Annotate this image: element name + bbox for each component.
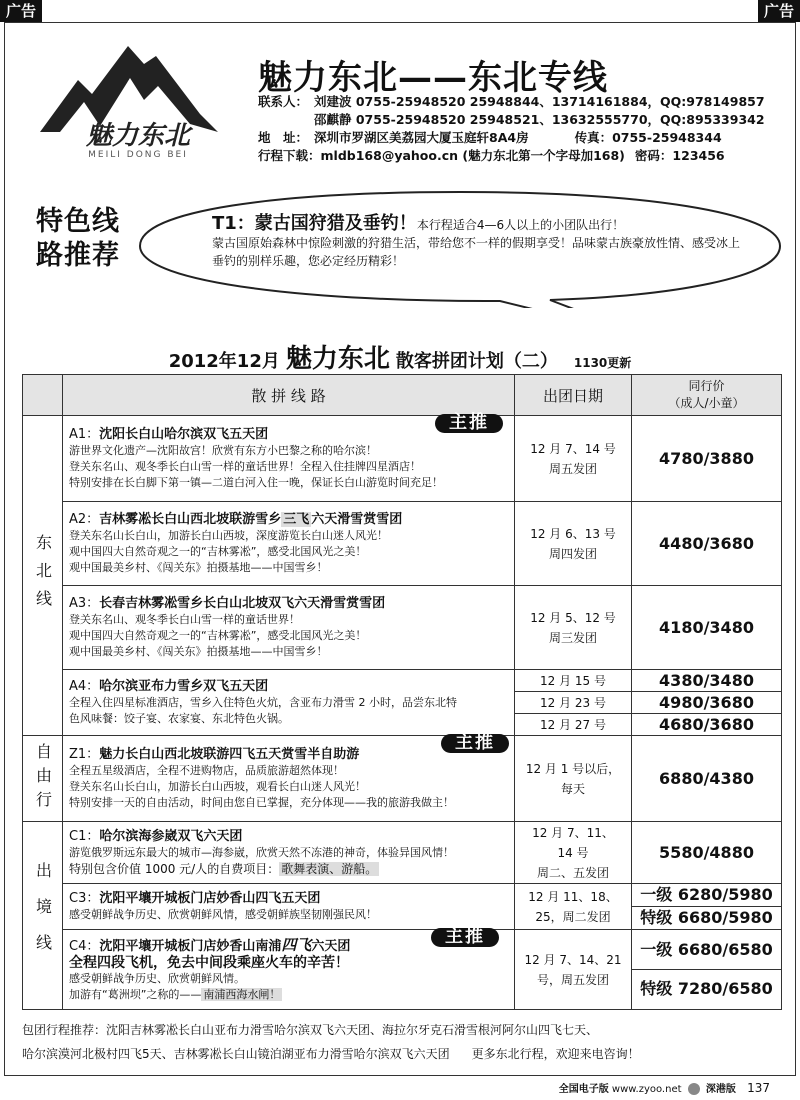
featured-stamp: 主推 xyxy=(431,928,499,947)
page-footer xyxy=(559,1080,770,1095)
logo-text: 魅力东北 xyxy=(85,121,191,151)
date-a4-3: 12 月 27 号 xyxy=(515,714,632,736)
category-northeast: 东北线 xyxy=(23,416,63,736)
date-a3: 12 月 5、12 号 周三发团 xyxy=(515,586,632,670)
rec-more: 更多东北行程，欢迎来电咨询！ xyxy=(471,1047,640,1061)
site-url[interactable]: www.zyoo.net xyxy=(611,1084,682,1095)
plan-brand: 魅力东北 xyxy=(285,344,390,374)
header-date: 出团日期 xyxy=(515,375,632,416)
featured-stamp: 主推 xyxy=(441,734,509,753)
table-row-a4-1 xyxy=(23,670,782,692)
price-a4-1: 4380/3480 xyxy=(632,670,782,692)
brand-logo xyxy=(40,40,240,160)
fax-value: 0755-25948344 xyxy=(612,130,722,145)
category-free: 自由行 xyxy=(23,736,63,822)
feature-note: 本行程适合4—6人以上的小团队出行！ xyxy=(416,218,625,232)
feature-label xyxy=(36,205,120,273)
logo-pinyin: MEILI DONG BEI xyxy=(88,150,188,160)
route-a1-title: 沈阳长白山哈尔滨双飞五天团 xyxy=(99,426,269,442)
table-row-a1 xyxy=(23,416,782,502)
date-a2: 12 月 6、13 号 周四发团 xyxy=(515,502,632,586)
route-c4: C4：沈阳平壤开城板门店妙香山南浦四飞六天团 全程四段飞机，免去中间段乘座火车的辛苦！ 感受朝鲜战争历史、欣赏朝鲜风情。 加游有“葛洲坝”之称的—— 南浦西海水闸！ 主推 xyxy=(63,930,515,1010)
contact-label: 联系人： xyxy=(258,94,309,109)
route-a2: A2：吉林雾凇长白山西北坡联游雪乡 三飞 六天滑雪赏雪团 登关东名山长白山，加游长白山西坡，深度游览长白山迷人风光！ 观中国四大自然奇观之一的“吉林雾凇”，感受北国风光之美！ 观中国最美乡村、《闯关东》拍摄基地——中国雪乡！ xyxy=(63,502,515,586)
schedule-table xyxy=(22,374,782,1010)
table-row-c3 xyxy=(23,884,782,930)
price-c3: 一级 6280/5980 特级 6680/5980 xyxy=(632,884,782,930)
feature-label-line2: 路推荐 xyxy=(36,240,120,271)
plan-update: 1130更新 xyxy=(573,356,632,370)
category-abroad: 出境线 xyxy=(23,822,63,1010)
address-value: 深圳市罗湖区美荔园大厦玉庭轩8A4房 xyxy=(314,130,529,145)
route-c3: C3：沈阳平壤开城板门店妙香山四飞五天团 感受朝鲜战争历史、欣赏朝鲜风情，感受朝鲜族坚韧刚强民风！ xyxy=(63,884,515,930)
plan-date: 2012年12月 xyxy=(168,351,280,372)
date-a1: 12 月 7、14 号 周五发团 xyxy=(515,416,632,502)
header-price: 同行价 （成人/小童） xyxy=(632,375,782,416)
contact-row-2 xyxy=(258,111,765,129)
route-z1: Z1：魅力长白山西北坡联游四飞五天赏雪半自助游 全程五星级酒店，全程不进购物店，品质旅游超然体现！ 登关东名山长白山，加游长白山西坡，观看长白山迷人风光！ 特别安排一天的自由活动，时间由您自已掌握，充分体现——我的旅游我做主！ 主推 xyxy=(63,736,515,822)
featured-stamp: 主推 xyxy=(435,414,503,433)
date-a4-2: 12 月 23 号 xyxy=(515,692,632,714)
route-a3: A3：长春吉林雾凇雪乡长白山北坡双飞六天滑雪赏雪团 登关东名山、观冬季长白山雪一样的童话世界！ 观中国四大自然奇观之一的“吉林雾凇”，感受北国风光之美！ 观中国最美乡村、《闯关东》拍摄基地——中国雪乡！ xyxy=(63,586,515,670)
date-c4: 12 月 7、14、21 号，周五发团 xyxy=(515,930,632,1010)
table-row-c4 xyxy=(23,930,782,1010)
rec-line2: 哈尔滨漠河北极村四飞5天、吉林雾凇长白山镜泊湖亚布力滑雪哈尔滨双飞六天团 xyxy=(22,1047,450,1061)
fax-label: 传真： xyxy=(574,130,613,145)
plan-name: 散客拼团计划（二） xyxy=(395,351,558,372)
date-c3: 12 月 11、18、 25，周二发团 xyxy=(515,884,632,930)
mountain-icon xyxy=(40,46,218,132)
date-z1: 12 月 1 号以后， 每天 xyxy=(515,736,632,822)
contact-person-2: 邵麒静 0755-25948520 25948521、13632555770，QQ:895339342 xyxy=(314,112,765,127)
ad-tag-left: 广告 xyxy=(0,0,42,22)
address-label: 地 址： xyxy=(258,130,309,145)
password-label: 密码： xyxy=(634,148,673,163)
price-a4-3: 4680/3680 xyxy=(632,714,782,736)
header-route: 散 拼 线 路 xyxy=(63,375,515,416)
date-c1: 12 月 7、11、 14 号 周二、五发团 xyxy=(515,822,632,884)
region-label: 深港版 xyxy=(705,1084,736,1095)
route-a4: A4：哈尔滨亚布力雪乡双飞五天团 全程入住四星标准酒店，雪乡入住特色火炕，含亚布力滑雪 2 小时，品尝东北特 色风味餐：饺子宴、农家宴、东北特色火锅。 xyxy=(63,670,515,736)
price-c1: 5580/4880 xyxy=(632,822,782,884)
date-a4-1: 12 月 15 号 xyxy=(515,670,632,692)
price-c4: 一级 6680/6580 特级 7280/6580 xyxy=(632,930,782,1010)
edition-label: 全国电子版 xyxy=(558,1084,609,1095)
download-label: 行程下载： xyxy=(258,148,321,163)
address-row xyxy=(258,129,765,147)
package-recommendations xyxy=(22,1018,782,1066)
table-header xyxy=(23,375,782,416)
brand-title: 魅力东北——东北专线 xyxy=(258,58,608,98)
contact-block xyxy=(258,93,765,165)
route-a1: A1：沈阳长白山哈尔滨双飞五天团 游世界文化遗产—沈阳故宫！欣赏有东方小巴黎之称的哈尔滨！ 登关东名山、观冬季长白山雪一样的童话世界！全程入住挂牌四星酒店！ 特别安排在长白脚下第一镇—二道白河入住一晚，保证长白山游览时间充足！ 主推 xyxy=(63,416,515,502)
rec-line1: 沈阳吉林雾凇长白山亚布力滑雪哈尔滨双飞六天团、海拉尔牙克石滑雪根河阿尔山四飞七天、 xyxy=(106,1023,599,1037)
price-z1: 6880/4380 xyxy=(632,736,782,822)
price-a4-2: 4980/3680 xyxy=(632,692,782,714)
feature-label-line1: 特色线 xyxy=(36,206,120,237)
feature-desc: 蒙古国原始森林中惊险刺激的狩猎生活，带给您不一样的假期享受！品味蒙古族豪放性情、感受冰上垂钓的别样乐趣，您必定经历精彩！ xyxy=(212,236,741,268)
rec-label: 包团行程推荐： xyxy=(22,1023,107,1037)
route-c1: C1：哈尔滨海参崴双飞六天团 游览俄罗斯远东最大的城市—海参崴，欣赏天然不冻港的神奇，体验异国风情！ 特别包含价值 1000 元/人的自费项目： 歌舞表演、游船。 xyxy=(63,822,515,884)
price-a3: 4180/3480 xyxy=(632,586,782,670)
ad-tag-right: 广告 xyxy=(758,0,800,22)
feature-title: T1：蒙古国狩猎及垂钓！ xyxy=(212,213,417,234)
header-blank xyxy=(23,375,63,416)
table-row-a3 xyxy=(23,586,782,670)
contact-person-1: 刘建波 0755-25948520 25948844、13714161884，QQ:978149857 xyxy=(314,94,765,109)
price-a1: 4780/3880 xyxy=(632,416,782,502)
table-row-c1 xyxy=(23,822,782,884)
site-logo-icon xyxy=(688,1083,700,1095)
table-row-z1 xyxy=(23,736,782,822)
feature-content xyxy=(212,215,742,270)
download-value[interactable]: mldb168@yahoo.cn (魅力东北第一个字母加168) xyxy=(320,148,625,163)
download-row xyxy=(258,147,765,165)
table-row-a2 xyxy=(23,502,782,586)
page-number: 137 xyxy=(747,1081,770,1095)
price-a2: 4480/3680 xyxy=(632,502,782,586)
contact-row-1 xyxy=(258,93,765,111)
password-value: 123456 xyxy=(672,148,725,163)
plan-title xyxy=(0,338,800,375)
